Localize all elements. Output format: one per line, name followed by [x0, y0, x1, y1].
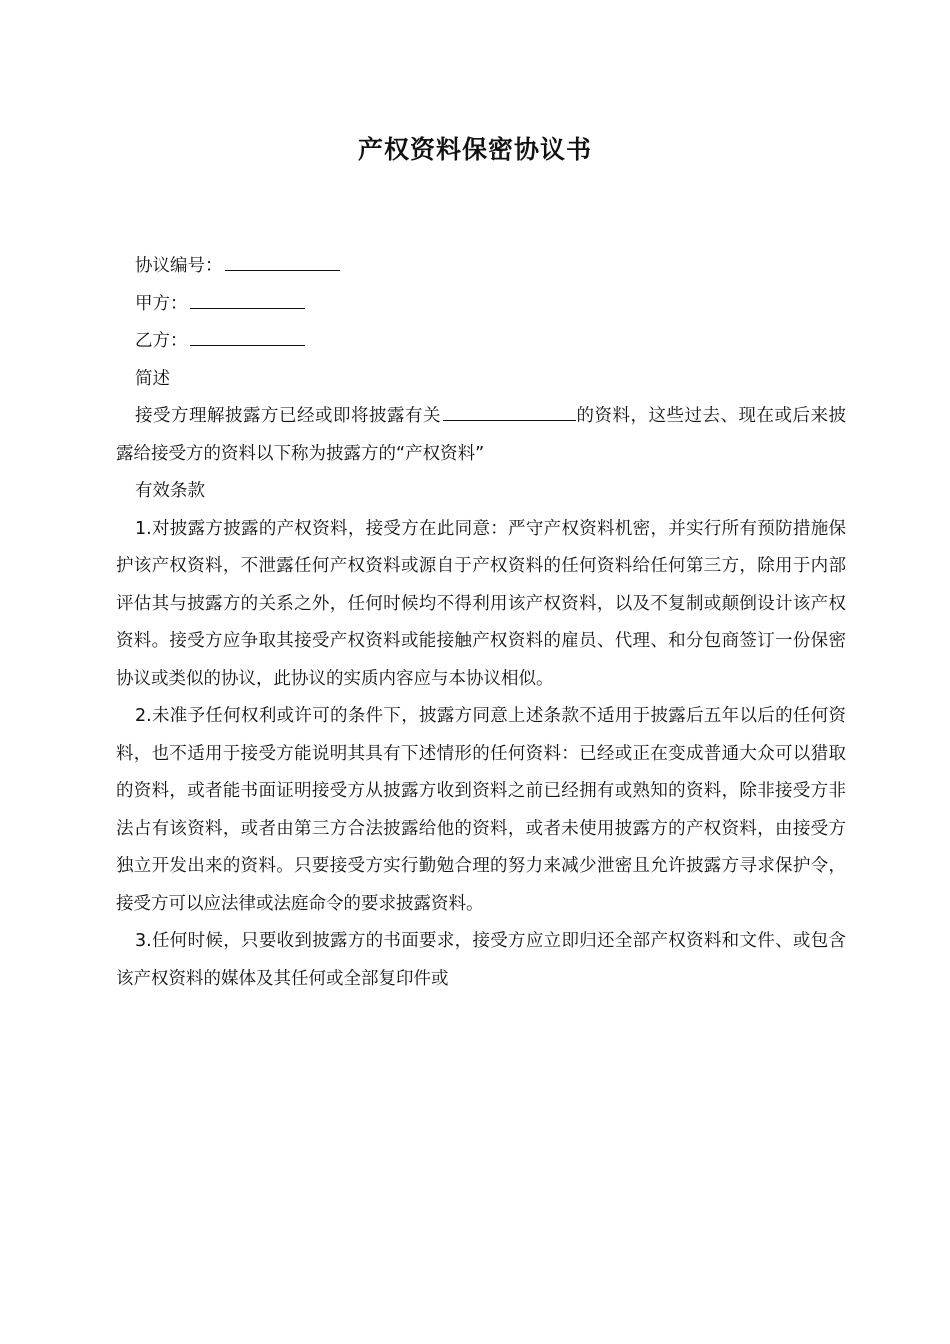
party-a-blank: [190, 292, 305, 309]
intro-blank: [443, 404, 576, 421]
intro-text-after: 的资料，这些过去、现在或后来披露给接受方的资料以下称为披露方的“产权资料”: [116, 406, 846, 464]
intro-paragraph: [116, 398, 846, 473]
party-b-label: 乙方：: [135, 331, 188, 351]
agreement-number-label: 协议编号：: [135, 256, 223, 276]
clause-1: 1.对披露方披露的产权资料，接受方在此同意：严守产权资料机密，并实行所有预防措施保护该产权资料，不泄露任何产权资料或源自于产权资料的任何资料给任何第三方，除用于内部评估其与披露方的关系之外，任何时候均不得利用该产权资料，以及不复制或颠倒设计该产权资料。接受方应争取其接受产权资料或能接触产权资料的雇员、代理、和分包商签订一份保密协议或类似的协议，此协议的实质内容应与本协议相似。: [116, 518, 846, 689]
party-b-blank: [190, 329, 305, 346]
agreement-number-blank: [225, 254, 340, 271]
document-body: [116, 248, 846, 998]
party-a-line: [116, 286, 846, 324]
clause-2: 2.未准予任何权利或许可的条件下，披露方同意上述条款不适用于披露后五年以后的任何资料，也不适用于接受方能说明其具有下述情形的任何资料：已经或正在变成普通大众可以猎取的资料，或者能书面证明接受方从披露方收到资料之前已经拥有或熟知的资料，除非接受方非法占有该资料，或者由第三方合法披露给他的资料，或者未使用披露方的产权资料，由接受方独立开发出来的资料。只要接受方实行勤勉合理的努力来减少泄密且允许披露方寻求保护令，接受方可以应法律或法庭命令的要求披露资料。: [116, 706, 846, 914]
terms-heading: 有效条款: [135, 481, 205, 501]
summary-heading: 简述: [135, 368, 170, 389]
clause-3: 3.任何时候，只要收到披露方的书面要求，接受方应立即归还全部产权资料和文件、或包含该产权资料的媒体及其任何或全部复印件或: [116, 931, 846, 989]
party-a-label: 甲方：: [135, 293, 188, 314]
intro-text-before: 接受方理解披露方已经或即将披露有关: [135, 406, 441, 426]
document-title: 产权资料保密协议书: [357, 135, 592, 164]
party-b-line: [116, 323, 846, 361]
agreement-number-line: [116, 248, 846, 286]
